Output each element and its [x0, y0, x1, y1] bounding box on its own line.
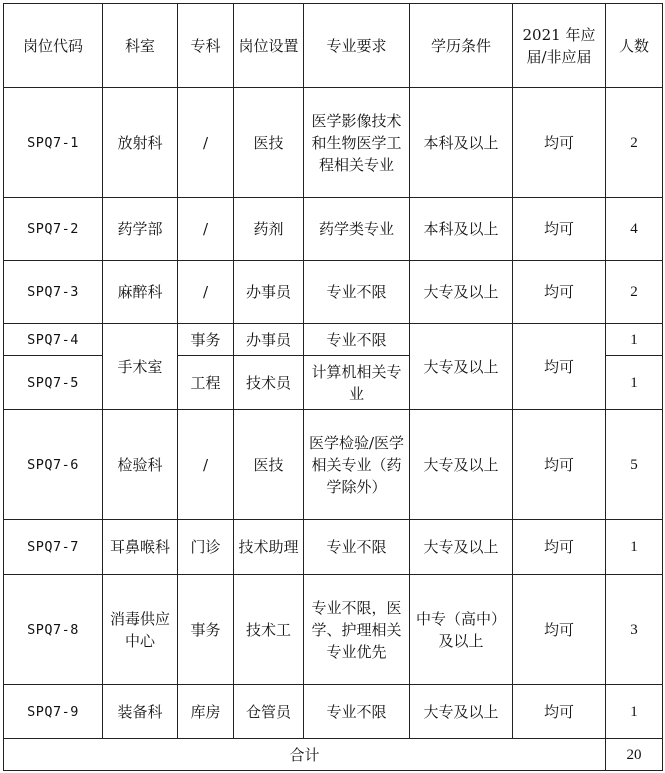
specialty-cell: / [178, 410, 234, 520]
education-cell: 本科及以上 [410, 198, 513, 261]
dept-cell: 耳鼻喉科 [103, 520, 178, 575]
education-cell: 本科及以上 [410, 88, 513, 198]
dept-cell: 药学部 [103, 198, 178, 261]
education-cell: 大专及以上 [410, 261, 513, 324]
count-cell: 5 [606, 410, 663, 520]
specialty-cell: 工程 [178, 356, 234, 410]
table-row [4, 324, 663, 356]
code-cell: SPQ7-3 [4, 261, 103, 324]
count-cell: 1 [606, 356, 663, 410]
recruitment-table [3, 3, 663, 771]
table-row [4, 520, 663, 575]
code-cell: SPQ7-6 [4, 410, 103, 520]
count-cell: 4 [606, 198, 663, 261]
header-cell: 岗位代码 [4, 4, 103, 88]
major-cell: 医学影像技术和生物医学工程相关专业 [304, 88, 410, 198]
code-cell: SPQ7-5 [4, 356, 103, 410]
graduate-cell: 均可 [513, 198, 606, 261]
position-cell: 技术员 [234, 356, 304, 410]
dept-cell: 麻醉科 [103, 261, 178, 324]
position-cell: 技术工 [234, 575, 304, 685]
specialty-cell: / [178, 88, 234, 198]
position-cell: 办事员 [234, 261, 304, 324]
header-cell: 科室 [103, 4, 178, 88]
count-cell: 3 [606, 575, 663, 685]
education-cell: 大专及以上 [410, 520, 513, 575]
count-cell: 2 [606, 88, 663, 198]
dept-cell: 检验科 [103, 410, 178, 520]
table-row [4, 198, 663, 261]
header-cell: 人数 [606, 4, 663, 88]
header-cell: 专科 [178, 4, 234, 88]
dept-cell: 装备科 [103, 685, 178, 739]
graduate-cell: 均可 [513, 261, 606, 324]
graduate-cell: 均可 [513, 410, 606, 520]
table-row [4, 88, 663, 198]
graduate-cell: 均可 [513, 575, 606, 685]
code-cell: SPQ7-7 [4, 520, 103, 575]
education-cell: 大专及以上 [410, 324, 513, 410]
table-row [4, 685, 663, 739]
header-cell: 2021 年应届/非应届 [513, 4, 606, 88]
graduate-cell: 均可 [513, 685, 606, 739]
header-cell: 学历条件 [410, 4, 513, 88]
specialty-cell: / [178, 198, 234, 261]
table-row [4, 261, 663, 324]
code-cell: SPQ7-9 [4, 685, 103, 739]
count-cell: 1 [606, 324, 663, 356]
major-cell: 计算机相关专业 [304, 356, 410, 410]
major-cell: 专业不限 [304, 685, 410, 739]
total-label: 合计 [4, 739, 606, 771]
specialty-cell: / [178, 261, 234, 324]
position-cell: 药剂 [234, 198, 304, 261]
dept-cell: 手术室 [103, 324, 178, 410]
major-cell: 药学类专业 [304, 198, 410, 261]
specialty-cell: 事务 [178, 324, 234, 356]
specialty-cell: 库房 [178, 685, 234, 739]
total-row [4, 739, 663, 771]
specialty-cell: 门诊 [178, 520, 234, 575]
count-cell: 1 [606, 685, 663, 739]
header-cell: 岗位设置 [234, 4, 304, 88]
position-cell: 医技 [234, 88, 304, 198]
code-cell: SPQ7-4 [4, 324, 103, 356]
graduate-cell: 均可 [513, 520, 606, 575]
position-cell: 医技 [234, 410, 304, 520]
count-cell: 1 [606, 520, 663, 575]
code-cell: SPQ7-8 [4, 575, 103, 685]
header-cell: 专业要求 [304, 4, 410, 88]
specialty-cell: 事务 [178, 575, 234, 685]
graduate-cell: 均可 [513, 88, 606, 198]
major-cell: 专业不限 [304, 324, 410, 356]
major-cell: 医学检验/医学相关专业（药学除外） [304, 410, 410, 520]
dept-cell: 消毒供应中心 [103, 575, 178, 685]
code-cell: SPQ7-2 [4, 198, 103, 261]
graduate-cell: 均可 [513, 324, 606, 410]
major-cell: 专业不限，医学、护理相关专业优先 [304, 575, 410, 685]
education-cell: 中专（高中）及以上 [410, 575, 513, 685]
position-cell: 技术助理 [234, 520, 304, 575]
table-row [4, 410, 663, 520]
total-count: 20 [606, 739, 663, 771]
position-cell: 仓管员 [234, 685, 304, 739]
education-cell: 大专及以上 [410, 410, 513, 520]
header-row [4, 4, 663, 88]
code-cell: SPQ7-1 [4, 88, 103, 198]
major-cell: 专业不限 [304, 261, 410, 324]
dept-cell: 放射科 [103, 88, 178, 198]
count-cell: 2 [606, 261, 663, 324]
major-cell: 专业不限 [304, 520, 410, 575]
position-cell: 办事员 [234, 324, 304, 356]
table-row [4, 575, 663, 685]
education-cell: 大专及以上 [410, 685, 513, 739]
